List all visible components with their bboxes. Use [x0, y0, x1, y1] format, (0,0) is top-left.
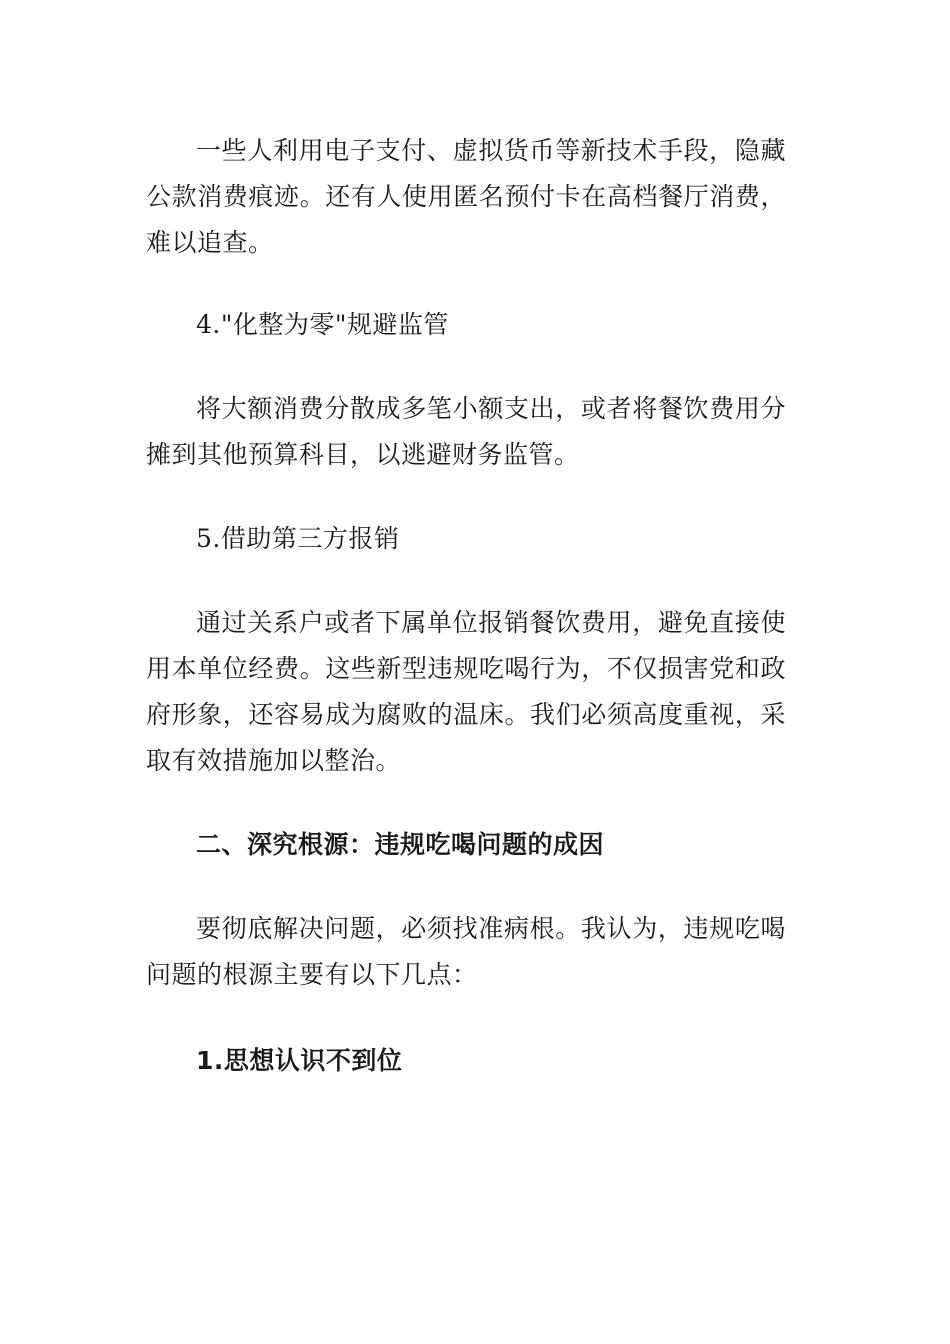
- heading-item-4: 4."化整为零"规避监管: [196, 310, 449, 339]
- paragraph-find-root-cause: 要彻底解决问题，必须找准病根。我认为，违规吃喝问题的根源主要有以下几点：: [146, 914, 786, 989]
- paragraph-third-party-reimbursement: 通过关系户或者下属单位报销餐饮费用，避免直接使用本单位经费。这些新型违规吃喝行为，不仅损害党和政府形象，还容易成为腐败的温床。我们必须高度重视，采取有效措施加以整治。: [146, 608, 786, 775]
- document-body: [146, 128, 786, 1084]
- heading-item-5: 5.借助第三方报销: [196, 524, 400, 553]
- paragraph-new-tech-concealment: 一些人利用电子支付、虚拟货币等新技术手段，隐藏公款消费痕迹。还有人使用匿名预付卡在高档餐厅消费，难以追查。: [146, 136, 786, 257]
- sub-heading-ideological-awareness: 1.思想认识不到位: [196, 1046, 403, 1075]
- paragraph-split-expenses: 将大额消费分散成多笔小额支出，或者将餐饮费用分摊到其他预算科目，以逃避财务监管。: [146, 394, 786, 469]
- section-heading-root-causes: 二、深究根源：违规吃喝问题的成因: [196, 830, 605, 859]
